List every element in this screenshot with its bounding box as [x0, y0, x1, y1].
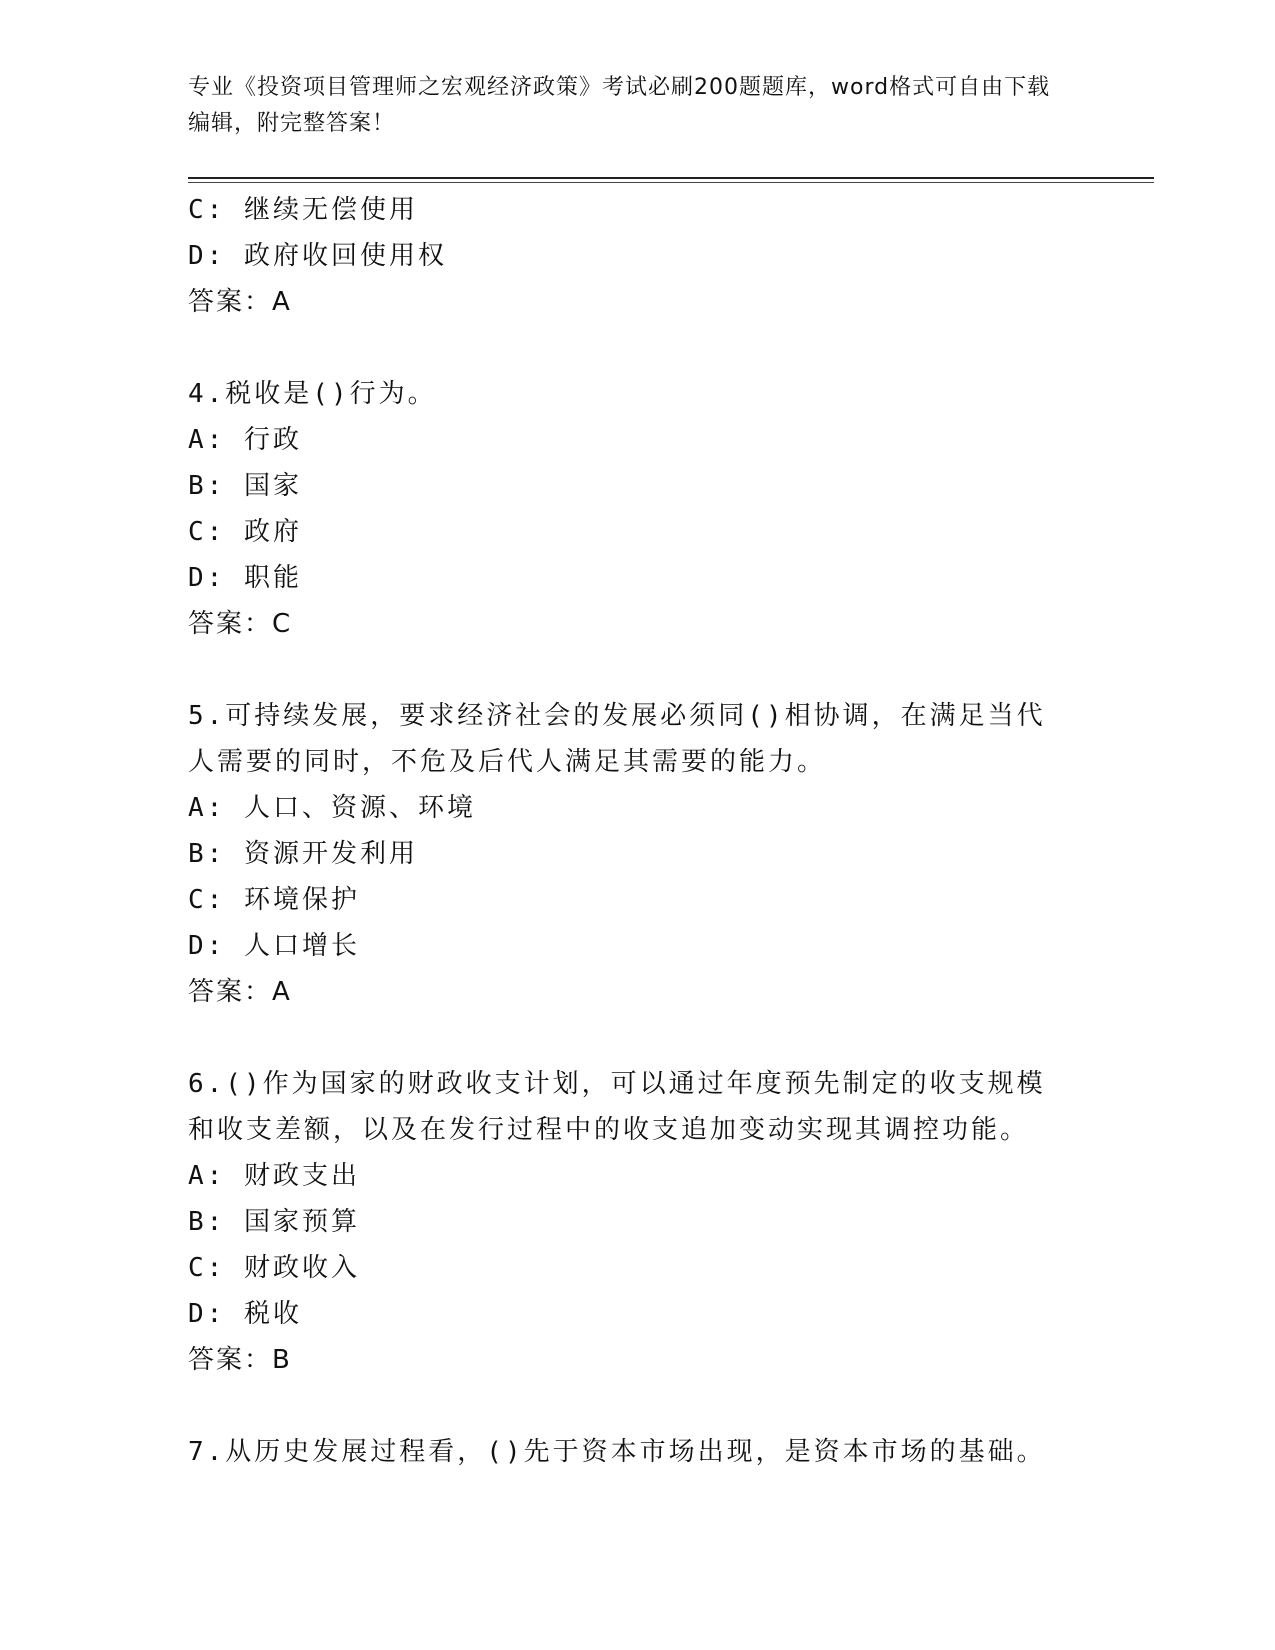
- question-block-6: [188, 1061, 1068, 1383]
- option-d: D: 税收: [188, 1299, 302, 1329]
- question-block-5: [188, 693, 1068, 1015]
- option-a: A: 行政: [188, 425, 302, 455]
- question-text: 4.税收是()行为。: [188, 379, 437, 409]
- header-rule-thick: [188, 177, 1154, 179]
- option-b: B: 资源开发利用: [188, 839, 418, 869]
- option-b: B: 国家预算: [188, 1207, 360, 1237]
- question-block-partial: [188, 187, 1068, 325]
- option-b: B: 国家: [188, 471, 302, 501]
- answer-line: 答案：A: [188, 287, 292, 317]
- spacer: [188, 1383, 1068, 1429]
- question-text: 5.可持续发展，要求经济社会的发展必须同()相协调，在满足当代人需要的同时，不危及后代人满足其需要的能力。: [188, 701, 1046, 777]
- answer-line: 答案：B: [188, 1345, 292, 1375]
- question-content: [188, 187, 1068, 1475]
- option-d: D: 职能: [188, 563, 302, 593]
- option-d: D: 人口增长: [188, 931, 360, 961]
- answer-line: 答案：C: [188, 609, 293, 639]
- option-a: A: 财政支出: [188, 1161, 360, 1191]
- option-c: C: 环境保护: [188, 885, 360, 915]
- option-c: C: 继续无偿使用: [188, 195, 418, 225]
- spacer: [188, 325, 1068, 371]
- question-block-4: [188, 371, 1068, 647]
- answer-line: 答案：A: [188, 977, 292, 1007]
- question-text: 7.从历史发展过程看，()先于资本市场出现，是资本市场的基础。: [188, 1437, 1046, 1467]
- document-header: 专业《投资项目管理师之宏观经济政策》考试必刷200题题库，word格式可自由下载编辑，附完整答案！: [188, 75, 1051, 136]
- spacer: [188, 647, 1068, 693]
- question-text: 6.()作为国家的财政收支计划，可以通过年度预先制定的收支规模和收支差额，以及在发行过程中的收支追加变动实现其调控功能。: [188, 1069, 1046, 1145]
- option-d: D: 政府收回使用权: [188, 241, 447, 271]
- option-c: C: 政府: [188, 517, 302, 547]
- header-rule-thin: [188, 182, 1154, 183]
- question-block-7: [188, 1429, 1068, 1475]
- option-a: A: 人口、资源、环境: [188, 793, 476, 823]
- spacer: [188, 1015, 1068, 1061]
- option-c: C: 财政收入: [188, 1253, 360, 1283]
